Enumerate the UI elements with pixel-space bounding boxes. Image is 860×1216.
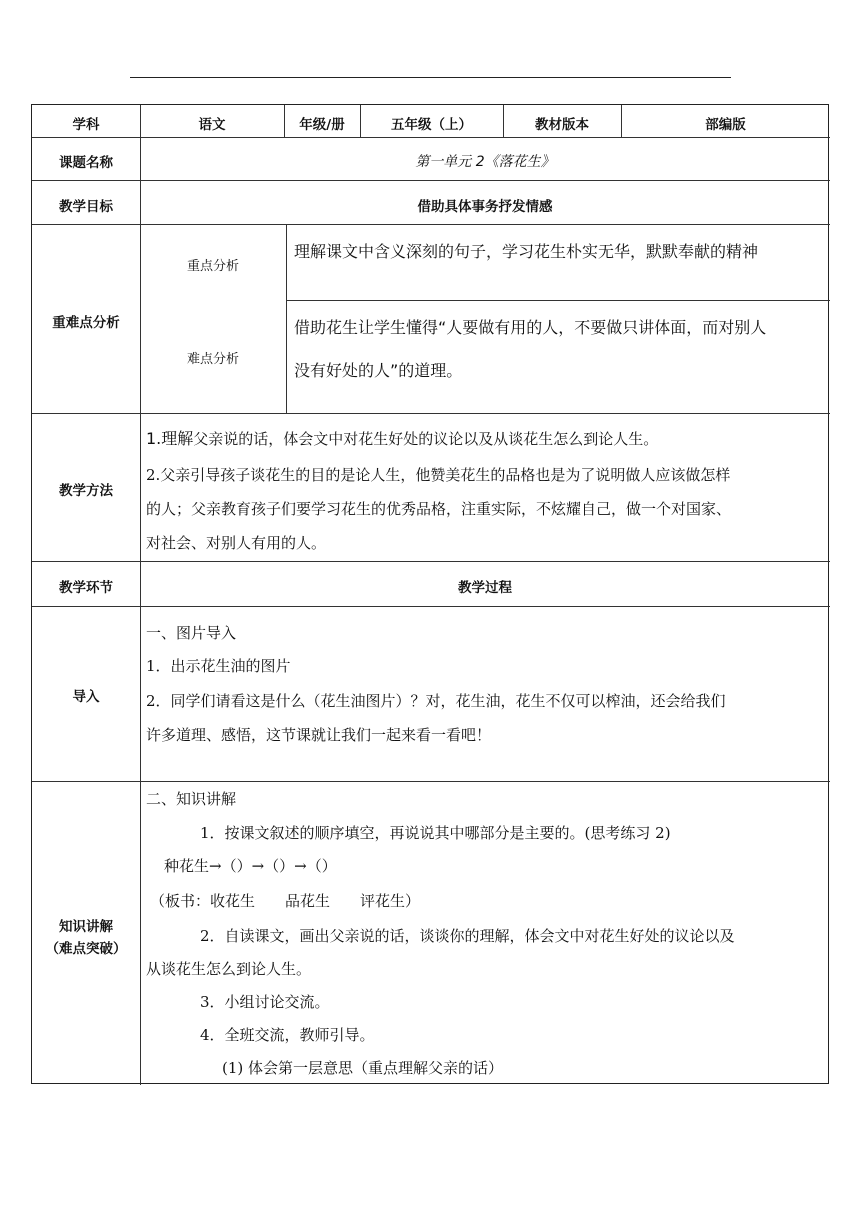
row-divider [32,606,830,607]
method-line-rest: 父亲说的话，体会文中对花生好处的议论以及从谈花生怎么到论人生。 [193,430,659,448]
method-line: 2.父亲引导孩子谈花生的目的是论人生，他赞美花生的品格也是为了说明做人应该做怎样 [146,466,731,484]
intro-line: 1．出示花生油的图片 [146,657,291,675]
knowledge-line: 从谈花生怎么到论人生。 [146,960,312,978]
edition-label: 教材版本 [535,117,589,133]
intro-label: 导入 [72,689,100,705]
lesson-title-value: 第一单元 2《落花生》 [415,154,555,170]
row-divider [32,137,830,138]
row-divider [286,300,830,301]
key-point-text: 理解课文中含义深刻的句子，学习花生朴实无华，默默奉献的精神 [294,242,759,261]
grade-value: 五年级（上） [391,117,472,133]
method-line-prefix: 1.理解 [146,429,194,448]
knowledge-label: 知识讲解 [59,919,113,935]
method-line [146,422,658,456]
row-divider [32,561,830,562]
knowledge-line: （板书：收花生 品花生 评花生） [150,892,421,910]
row-divider [32,413,830,414]
intro-line: 许多道理、感悟，这节课就让我们一起来看一看吧！ [146,726,492,744]
method-line: 对社会、对别人有用的人。 [146,534,327,552]
knowledge-sublabel: （难点突破） [45,941,127,957]
goal-label: 教学目标 [59,199,113,215]
method-label: 教学方法 [59,483,113,499]
knowledge-line: 2．自读课文，画出父亲说的话，谈谈你的理解，体会文中对花生好处的议论以及 [200,927,735,945]
stage-header: 教学环节 [59,580,113,596]
lesson-plan-table [31,104,829,1084]
analysis-label: 重难点分析 [52,315,120,331]
column-divider [286,224,287,413]
difficult-point-line: 没有好处的人”的道理。 [294,361,463,380]
lesson-title-label: 课题名称 [59,155,113,171]
header-rule [130,77,731,78]
knowledge-line: 二、知识讲解 [146,790,237,808]
process-header: 教学过程 [458,580,512,596]
edition-value: 部编版 [705,117,746,133]
subject-value: 语文 [198,117,226,133]
grade-label: 年级/册 [299,117,345,133]
knowledge-line: 1．按课文叙述的顺序填空，再说说其中哪部分是主要的。(思考练习 2) [200,824,671,842]
difficult-point-label: 难点分析 [186,352,239,367]
key-point-label: 重点分析 [186,259,239,274]
knowledge-line: 4．全班交流，教师引导。 [200,1026,375,1044]
goal-value: 借助具体事务抒发情感 [417,199,553,215]
knowledge-line: (1) 体会第一层意思（重点理解父亲的话） [222,1059,504,1077]
knowledge-line: 3．小组讨论交流。 [200,993,330,1011]
intro-line: 2．同学们请看这是什么（花生油图片）？对，花生油，花生不仅可以榨油，还会给我们 [146,692,726,710]
row-divider [32,180,830,181]
intro-line: 一、图片导入 [146,624,237,642]
knowledge-line: 种花生→（）→（）→（） [164,857,337,875]
subject-label: 学科 [72,117,100,133]
difficult-point-line: 借助花生让学生懂得“人要做有用的人，不要做只讲体面，而对别人 [294,318,767,337]
method-line: 的人；父亲教育孩子们要学习花生的优秀品格，注重实际，不炫耀自己，做一个对国家、 [146,500,732,518]
row-divider [32,224,830,225]
row-divider [32,781,830,782]
